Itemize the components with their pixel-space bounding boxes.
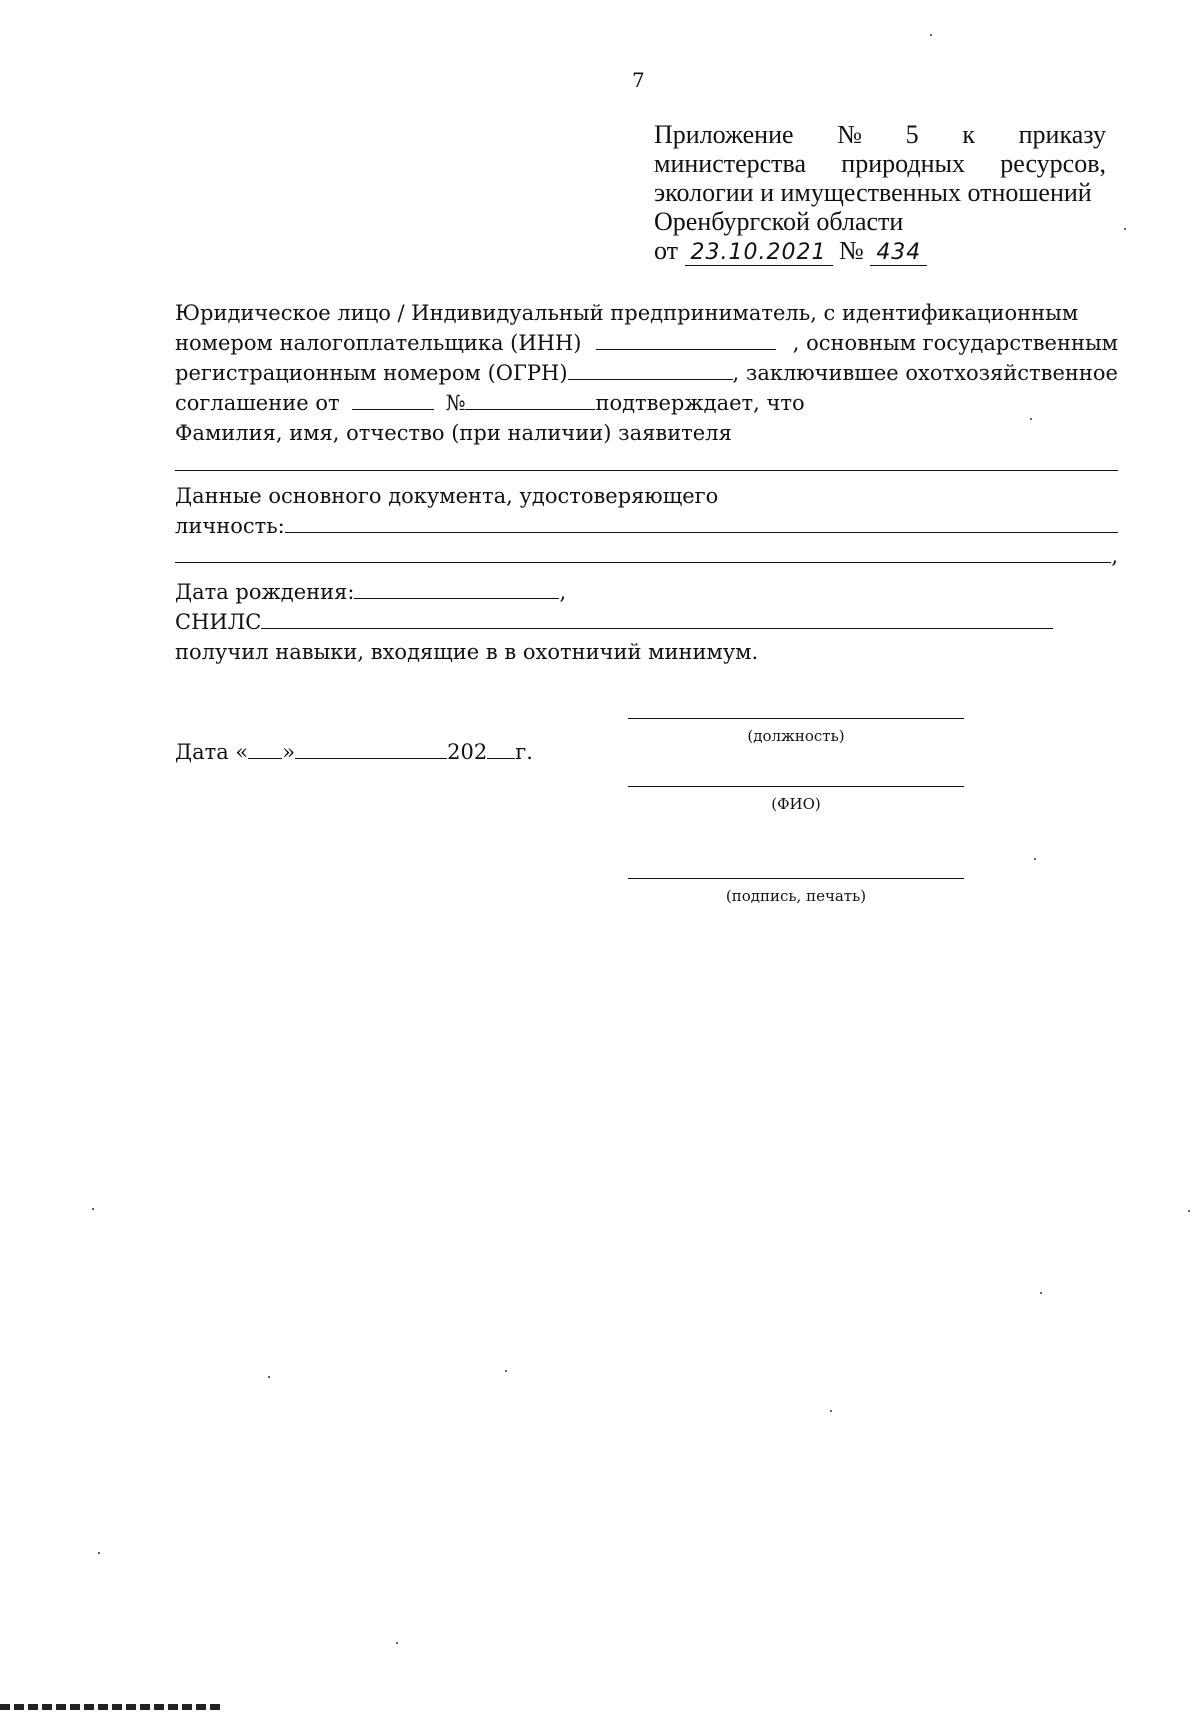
identity-doc-field[interactable] <box>285 514 1118 533</box>
appendix-line-2: министерства природных ресурсов, <box>654 149 1106 178</box>
fio-caption: (ФИО) <box>771 795 821 813</box>
form-line-1: Юридическое лицо / Индивидуальный предприниматель, с идентификационным <box>175 301 1079 325</box>
birth-date-field[interactable] <box>354 580 559 599</box>
date-month-field[interactable] <box>295 740 447 759</box>
snils-field[interactable] <box>261 610 1053 629</box>
scan-speck <box>1188 1210 1190 1212</box>
form-line-result: получил навыки, входящие в в охотничий минимум. <box>175 640 759 664</box>
inn-field[interactable] <box>596 331 776 350</box>
appendix-header <box>654 120 1106 265</box>
form-line-5: Фамилия, имя, отчество (при наличии) заявителя <box>175 421 732 445</box>
agreement-date-field[interactable] <box>352 391 434 410</box>
form-line-3: регистрационным номером (ОГРН) , заключившее охотхозяйственное <box>175 361 1118 385</box>
scan-speck <box>1030 418 1032 420</box>
position-line[interactable] <box>628 718 964 719</box>
form-line-4: соглашение от № подтверждает, что <box>175 391 805 415</box>
position-caption: (должность) <box>747 727 845 745</box>
agreement-number-field[interactable] <box>465 391 595 410</box>
form-line-identity: личность: <box>175 511 1118 541</box>
identity-doc-field-2[interactable] <box>175 544 1111 563</box>
ogrn-field[interactable] <box>568 361 733 380</box>
signature-stamp-block <box>628 878 964 905</box>
position-signature-block <box>628 718 964 745</box>
date-year-field[interactable] <box>487 740 515 759</box>
scan-speck <box>930 34 932 36</box>
appendix-line-1: Приложение № 5 к приказу <box>654 120 1106 149</box>
fio-line[interactable] <box>628 786 964 787</box>
scan-speck <box>92 1208 94 1210</box>
scan-speck <box>505 1370 507 1372</box>
signature-line[interactable] <box>628 878 964 879</box>
appendix-line-3: экологии и имущественных отношений <box>654 178 1092 207</box>
scan-speck <box>1034 858 1036 860</box>
scan-speck <box>1040 1292 1042 1294</box>
form-line-birth: Дата рождения: , <box>175 580 567 604</box>
form-body <box>175 298 1118 667</box>
order-date-handwritten: 23.10.2021 <box>685 240 833 266</box>
form-line-identity-2: , <box>175 541 1118 571</box>
applicant-fio-field[interactable] <box>175 448 1118 471</box>
date-day-field[interactable] <box>248 740 282 759</box>
form-line-snils: СНИЛС <box>175 607 1118 637</box>
scan-speck <box>1124 228 1126 230</box>
scan-bottom-edge <box>0 1704 220 1710</box>
scan-speck <box>396 1642 398 1644</box>
order-date-number-row: от 23.10.2021 № 434 <box>654 236 1106 265</box>
form-line-doc: Данные основного документа, удостоверяющего <box>175 484 719 508</box>
fio-signature-block <box>628 786 964 813</box>
page-number: 7 <box>632 68 645 92</box>
scan-speck <box>98 1552 100 1554</box>
signature-caption: (подпись, печать) <box>725 887 867 905</box>
date-line: Дата « » 202 г. <box>175 740 533 764</box>
scan-speck <box>830 1410 832 1412</box>
appendix-line-4: Оренбургской области <box>654 207 904 236</box>
order-number-handwritten: 434 <box>870 240 927 266</box>
scan-speck <box>268 1376 270 1378</box>
form-line-2: номером налогоплательщика (ИНН) , основным государственным <box>175 331 1118 355</box>
